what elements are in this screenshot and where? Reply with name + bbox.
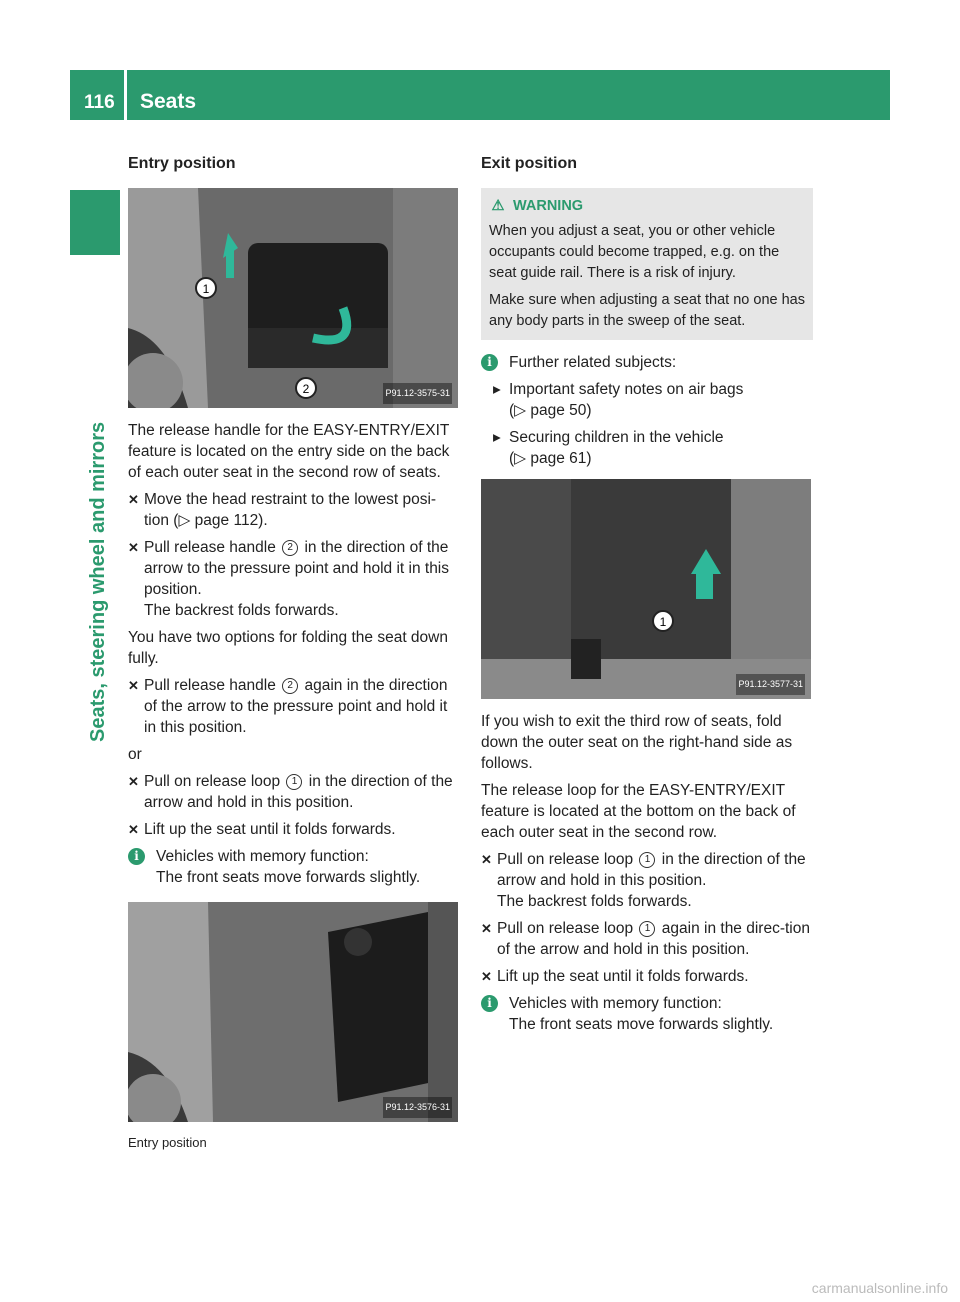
warning-text: When you adjust a seat, you or other vehicle occupants could become trapped, e.g. on the seat guide rail. There is a risk of injury. (489, 223, 780, 281)
warning-box (481, 188, 813, 340)
callout-number: 2 (282, 678, 298, 694)
bullet-icon: ▸ (493, 381, 501, 398)
step-marker-icon: ✕ (481, 969, 492, 984)
related-link[interactable]: ▸ Important safety notes on air bags (▷ page 50) (493, 381, 744, 419)
svg-text:2: 2 (302, 382, 310, 396)
instruction-step: ✕ Lift up the seat until it folds forwards. (128, 821, 396, 838)
entry-heading: Entry position (128, 155, 236, 172)
bullet-icon: ▸ (493, 429, 501, 446)
instruction-step: ✕ Move the head restraint to the lowest posi-tion (▷ page 112). (128, 491, 437, 529)
warning-text: Make sure when adjusting a seat that no one has any body parts in the sweep of the seat. (489, 292, 805, 329)
paragraph: The release handle for the EASY-ENTRY/EXIT feature is located on the entry side on the back of each outer seat in the second row of seats. (128, 422, 450, 481)
info-icon: i (481, 995, 498, 1012)
instruction-step: ✕ Pull on release loop 1 in the direction of the arrow and hold in this position. The backrest folds forwards. (481, 851, 806, 910)
callout-number: 1 (286, 774, 302, 790)
step-marker-icon: ✕ (481, 921, 492, 936)
figure-id: P91.12-3575-31 (383, 383, 452, 404)
step-marker-icon: ✕ (128, 774, 139, 789)
instruction-step: ✕ Lift up the seat until it folds forwards. (481, 968, 749, 985)
figure-entry-handle (128, 188, 458, 408)
warning-icon: ⚠ (491, 198, 505, 214)
chapter-title: Seats, steering wheel and mirrors (87, 421, 109, 742)
info-note: i Vehicles with memory function: The front seats move forwards slightly. (128, 846, 460, 888)
step-marker-icon: ✕ (481, 852, 492, 867)
figure-caption: Entry position (128, 1135, 207, 1150)
step-marker-icon: ✕ (128, 822, 139, 837)
instruction-step: ✕ Pull release handle 2 in the direction of the arrow to the pressure point and hold it in this position. The backrest folds forwards. (128, 539, 450, 619)
or-text: or (128, 746, 142, 763)
figure-entry-folded-illustration (128, 902, 458, 1122)
callout-number: 1 (639, 921, 655, 937)
figure-exit-loop-illustration (481, 479, 811, 699)
paragraph: If you wish to exit the third row of seats, fold down the outer seat on the right-hand side as follows. (481, 713, 793, 772)
figure-exit-loop (481, 479, 811, 699)
page-title: Seats (140, 90, 197, 113)
step-marker-icon: ✕ (128, 678, 139, 693)
right-column (481, 153, 813, 1041)
instruction-step: ✕ Pull on release loop 1 again in the direc-tion of the arrow and hold in this position. (481, 920, 810, 958)
info-note: i Vehicles with memory function: The front seats move forwards slightly. (481, 993, 813, 1035)
step-marker-icon: ✕ (128, 540, 139, 555)
watermark: carmanualsonline.info (811, 1280, 948, 1296)
svg-text:1: 1 (202, 282, 210, 296)
warning-title: ⚠ WARNING (489, 196, 805, 217)
chapter-marker (70, 190, 120, 255)
info-icon: i (128, 848, 145, 865)
header-divider (124, 70, 127, 120)
exit-heading: Exit position (481, 155, 577, 172)
svg-text:1: 1 (659, 615, 667, 629)
related-link[interactable]: ▸ Securing children in the vehicle (▷ page 61) (493, 429, 724, 467)
info-icon: i (481, 354, 498, 371)
callout-number: 2 (282, 540, 298, 556)
figure-id: P91.12-3576-31 (383, 1097, 452, 1118)
step-marker-icon: ✕ (128, 492, 139, 507)
paragraph: You have two options for folding the seat down fully. (128, 629, 448, 667)
instruction-step: ✕ Pull release handle 2 again in the direction of the arrow to the pressure point and hold it in this position. (128, 677, 448, 736)
left-column (128, 153, 460, 1153)
paragraph: The release loop for the EASY-ENTRY/EXIT feature is located at the bottom on the back of each outer seat in the second row. (481, 782, 796, 841)
callout-number: 1 (639, 852, 655, 868)
figure-entry-folded (128, 902, 458, 1122)
figure-entry-handle-illustration (128, 188, 458, 408)
page-number: 116 (84, 92, 115, 113)
info-note: i Further related subjects: (481, 352, 813, 373)
instruction-step: ✕ Pull on release loop 1 in the direction of the arrow and hold in this position. (128, 773, 453, 811)
figure-id: P91.12-3577-31 (736, 674, 805, 695)
